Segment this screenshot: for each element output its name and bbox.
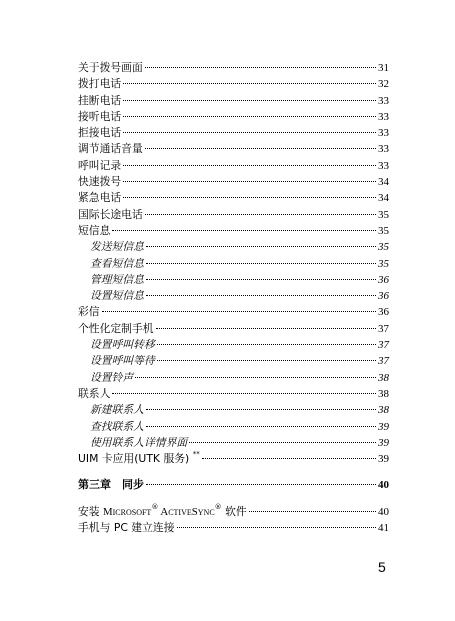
toc-entry-title: 手机与 PC 建立连接	[78, 521, 175, 535]
toc-entry-page: 33	[378, 159, 389, 172]
toc-entry[interactable]	[78, 76, 389, 92]
dot-leader	[146, 263, 376, 264]
toc-entry-title: 国际长途电话	[78, 207, 143, 221]
toc-entry-title: 紧急电话	[78, 191, 122, 205]
toc-subentry[interactable]	[78, 272, 389, 288]
toc-entry-page: 35	[378, 208, 389, 221]
toc-entry-page: 34	[378, 176, 389, 189]
dot-leader	[146, 484, 376, 485]
toc-entry-page: 37	[378, 339, 389, 352]
toc-entry-title: 查找联系人	[90, 419, 144, 433]
dot-leader	[157, 360, 376, 361]
toc-entry[interactable]	[78, 93, 389, 109]
toc-entry-title: 接听电话	[78, 109, 122, 123]
toc-entry-title: 查看短信息	[90, 256, 144, 270]
toc-entry[interactable]	[78, 141, 389, 157]
dot-leader	[145, 214, 376, 215]
toc-entry-title: 设置呼叫等待	[90, 354, 155, 368]
dot-leader	[123, 116, 376, 117]
toc-entry-title	[78, 451, 200, 467]
toc-entry-page: 34	[378, 192, 389, 205]
page-number: 5	[378, 559, 386, 575]
toc-entry[interactable]	[78, 125, 389, 141]
dot-leader	[157, 344, 376, 345]
toc-entry-page: 35	[378, 257, 389, 270]
registered-mark: ®	[151, 502, 159, 511]
dot-leader	[123, 132, 376, 133]
toc-entry-title: 管理短信息	[90, 272, 144, 286]
toc-entry-page: 40	[378, 505, 389, 518]
toc-entry-page: 37	[378, 355, 389, 368]
toc-entry-title: 快速拨号	[78, 175, 122, 189]
toc-entry-page: 36	[378, 306, 389, 319]
toc-entry-title: 联系人	[78, 386, 111, 400]
dot-leader	[146, 246, 376, 247]
dot-leader	[135, 377, 376, 378]
toc-entry[interactable]	[78, 520, 389, 536]
toc-entry-title: 拨打电话	[78, 77, 122, 91]
dot-leader	[177, 527, 377, 528]
toc-subentry[interactable]	[78, 402, 389, 418]
toc-entry-page: 33	[378, 143, 389, 156]
toc-entry-title: 新建联系人	[90, 403, 144, 417]
toc-entry-page: 35	[378, 224, 389, 237]
toc-entry[interactable]	[78, 190, 389, 206]
dot-leader	[146, 426, 376, 427]
toc-entry-title: 使用联系人详情界面	[90, 435, 188, 449]
toc-entry-page: 32	[378, 78, 389, 91]
dot-leader	[102, 311, 376, 312]
toc-entry-page: 39	[378, 436, 389, 449]
toc-entry-title: 设置铃声	[90, 370, 134, 384]
toc-entry-title: 短信息	[78, 223, 111, 237]
toc-entry-page: 33	[378, 110, 389, 123]
toc-entry-page: 36	[378, 290, 389, 303]
table-of-contents	[78, 60, 389, 536]
toc-entry-uim[interactable]	[78, 451, 389, 467]
chapter-title: 第三章 同步	[78, 478, 144, 492]
toc-subentry[interactable]	[78, 288, 389, 304]
toc-entry-page: 38	[378, 404, 389, 417]
toc-entry-page: 39	[378, 453, 389, 466]
toc-entry-title	[78, 504, 247, 520]
toc-entry-page: 38	[378, 371, 389, 384]
dot-leader	[123, 197, 376, 198]
toc-entry-page: 39	[378, 420, 389, 433]
toc-entry-title: 拒接电话	[78, 126, 122, 140]
toc-subentry[interactable]	[78, 256, 389, 272]
toc-entry[interactable]	[78, 60, 389, 76]
toc-entry-title: 关于拨号画面	[78, 61, 143, 74]
toc-entry-title: 设置呼叫转移	[90, 338, 155, 352]
toc-entry-activesync[interactable]	[78, 504, 389, 520]
toc-entry-title: 个性化定制手机	[78, 321, 154, 335]
toc-entry-page: 40	[378, 479, 389, 492]
toc-subentry[interactable]	[78, 370, 389, 386]
title-suffix: 软件	[221, 504, 247, 518]
dot-leader	[123, 165, 376, 166]
toc-entry[interactable]	[78, 386, 389, 402]
toc-entry-title: 挂断电话	[78, 93, 122, 107]
toc-entry-page: 38	[378, 387, 389, 400]
toc-entry-title: 调节通话音量	[78, 142, 143, 156]
toc-entry[interactable]	[78, 158, 389, 174]
brand-microsoft: Microsoft	[103, 505, 152, 518]
toc-entry[interactable]	[78, 109, 389, 125]
dot-leader	[145, 67, 376, 68]
dot-leader	[112, 230, 376, 231]
toc-entry-page: 33	[378, 94, 389, 107]
dot-leader	[146, 409, 376, 410]
toc-entry-page: 37	[378, 322, 389, 335]
dot-leader	[145, 148, 376, 149]
toc-entry-page: 31	[378, 62, 389, 74]
dot-leader	[249, 511, 376, 512]
toc-entry-title: 彩信	[78, 305, 100, 319]
toc-entry[interactable]	[78, 321, 389, 337]
toc-entry-title: 发送短信息	[90, 240, 144, 254]
toc-entry[interactable]	[78, 174, 389, 190]
uim-label: UIM 卡应用(UTK 服务)	[78, 452, 190, 466]
toc-entry[interactable]	[78, 304, 389, 320]
toc-chapter-heading[interactable]	[78, 477, 389, 493]
dot-leader	[156, 328, 376, 329]
toc-subentry[interactable]	[78, 239, 389, 255]
registered-mark: ®	[214, 502, 222, 511]
dot-leader	[123, 100, 376, 101]
toc-subentry[interactable]	[78, 337, 389, 353]
dot-leader	[146, 279, 376, 280]
toc-entry-title: 设置短信息	[90, 289, 144, 303]
toc-entry-title: 呼叫记录	[78, 158, 122, 172]
dot-leader	[202, 458, 376, 459]
toc-subentry[interactable]	[78, 353, 389, 369]
toc-entry-page: 33	[378, 127, 389, 140]
footnote-marker: **	[192, 450, 200, 459]
toc-subentry[interactable]	[78, 435, 389, 451]
brand-activesync: ActiveSync	[158, 505, 215, 518]
toc-entry-page: 35	[378, 241, 389, 254]
toc-entry[interactable]	[78, 223, 389, 239]
dot-leader	[123, 83, 376, 84]
toc-entry[interactable]	[78, 207, 389, 223]
toc-entry-page: 41	[378, 522, 389, 535]
dot-leader	[189, 442, 376, 443]
toc-subentry[interactable]	[78, 419, 389, 435]
dot-leader	[123, 181, 376, 182]
toc-entry-page: 36	[378, 273, 389, 286]
dot-leader	[112, 393, 376, 394]
title-prefix: 安装	[78, 504, 104, 518]
dot-leader	[146, 295, 376, 296]
